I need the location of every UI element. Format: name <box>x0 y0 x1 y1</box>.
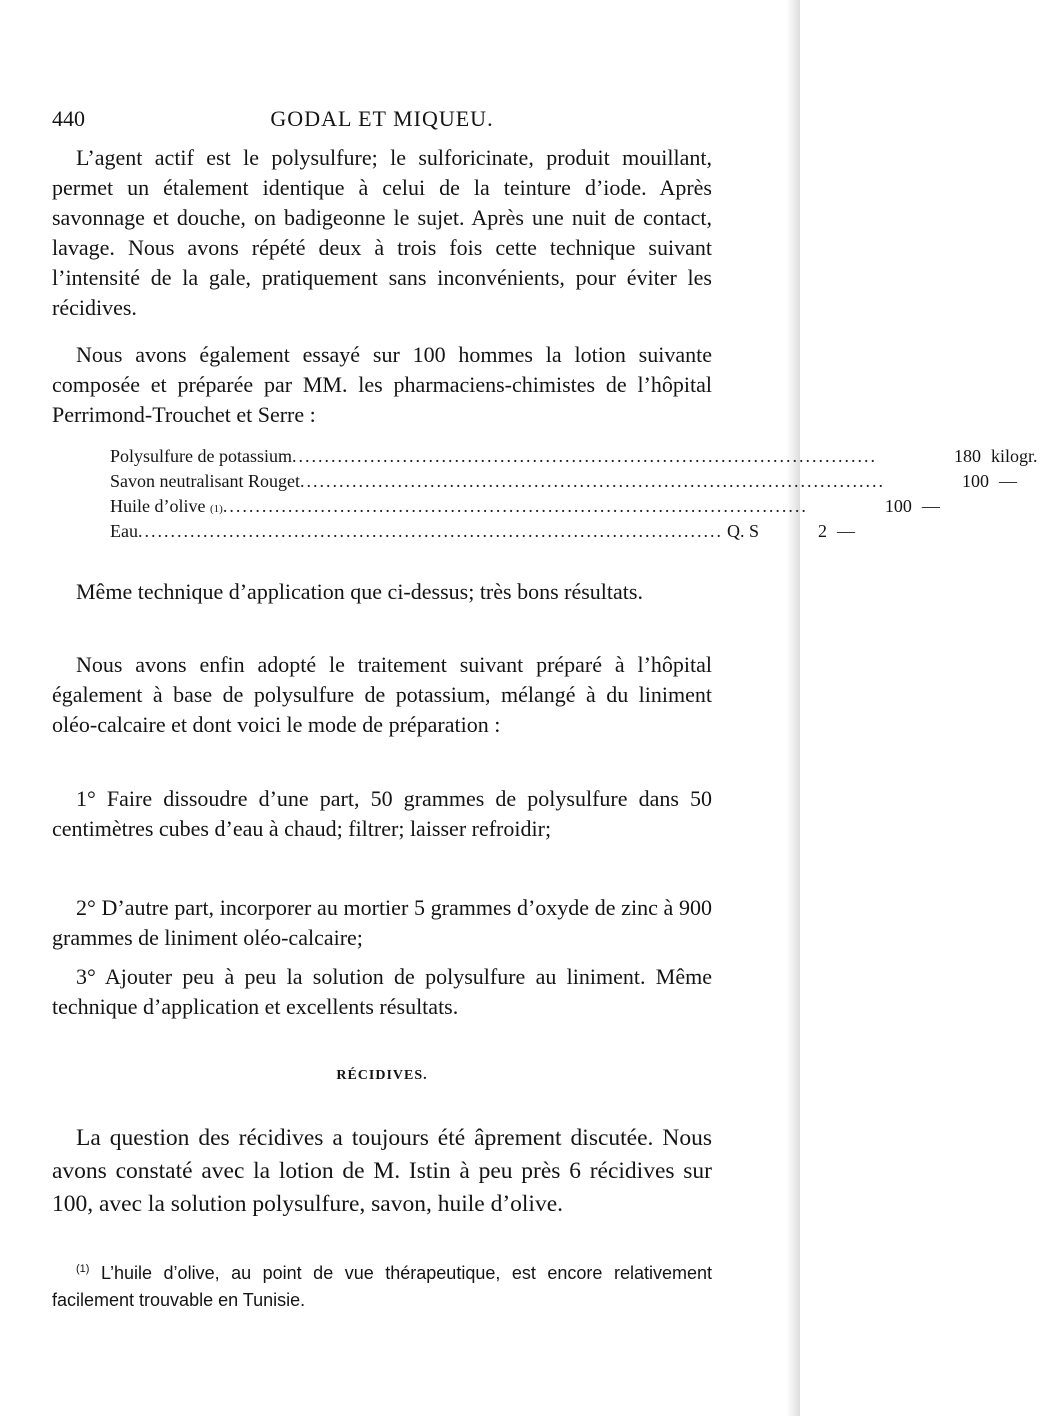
page-header <box>52 106 712 136</box>
ingredient-unit: — <box>921 496 940 516</box>
formula-row <box>110 469 1017 494</box>
page-edge-shadow <box>786 0 800 1416</box>
dot-leader: .......................................................................................... <box>222 496 808 516</box>
paragraph-agent-actif: L’agent actif est le polysulfure; le sulforicinate, produit mouillant, permet un étalement identique à celui de la teinture d’iode. Après savonnage et douche, on badigeonne le sujet. Après une nuit de contact, lavage. Nous avons répété deux à trois fois cette technique suivant l’intensité de la gale, pratiquement sans inconvénients, pour éviter les récidives. <box>52 145 712 320</box>
lotion-formula-table <box>110 444 1038 544</box>
ingredient-name: Savon neutralisant Rouget <box>110 471 300 491</box>
ingredient-name: Polysulfure de potassium <box>110 446 292 466</box>
step-3: 3° Ajouter peu à peu la solution de polysulfure au liniment. Même technique d’application et excellents résultats. <box>52 964 712 1019</box>
formula-row <box>110 519 855 544</box>
running-head: GODAL ET MIQUEU. <box>270 106 494 131</box>
section-title: RÉCIDIVES. <box>336 1068 428 1083</box>
step-2: 2° D’autre part, incorporer au mortier 5 grammes d’oxyde de zinc à 900 grammes de liniment oléo-calcaire; <box>52 895 712 950</box>
ingredient-unit: kilogr. <box>991 446 1038 466</box>
ingredient-quantity: 180 <box>954 446 981 466</box>
formula-row: Huile d’olive (1) .......................................................................................... 100 — <box>110 494 670 519</box>
page-number: 440 <box>52 106 85 131</box>
ingredient-quantity: 100 <box>961 471 989 491</box>
formula-row <box>110 444 1038 469</box>
ingredient-qs: Q. S <box>726 521 759 541</box>
dot-leader: .......................................................................................... <box>299 471 885 491</box>
paragraph-lotion-intro: Nous avons également essayé sur 100 hommes la lotion suivante composée et préparée par MM. les pharmaciens-chimistes de l’hôpital Perrimond-Trouchet et Serre : <box>52 342 712 427</box>
paragraph-recidives: La question des récidives a toujours été âprement discutée. Nous avons constaté avec la lotion de M. Istin à peu près 6 récidives sur 100, avec la solution polysulfure, savon, huile d’olive. <box>52 1125 712 1217</box>
paragraph-treatment-intro: Nous avons enfin adopté le traitement suivant préparé à l’hôpital également à base de polysulfure de potassium, mélangé à du liniment oléo-calcaire et dont voici le mode de préparation : <box>52 652 712 737</box>
footnote <box>52 1260 712 1314</box>
dot-leader: .......................................................................................... <box>292 446 877 466</box>
dot-leader: .......................................................................................... <box>137 521 723 541</box>
footnote-marker: (1) <box>76 1263 90 1275</box>
ingredient-name: Eau <box>110 521 138 541</box>
ingredient-quantity: 2 <box>817 521 827 541</box>
ingredient-name: Huile d’olive <box>110 496 206 516</box>
ingredient-unit: — <box>998 471 1017 491</box>
footnote-text: L’huile d’olive, au point de vue thérapeutique, est encore relativement facilement trouvable en Tunisie. <box>52 1263 712 1310</box>
ingredient-unit: — <box>836 521 855 541</box>
ingredient-quantity: 100 <box>884 496 912 516</box>
step-1: 1° Faire dissoudre d’une part, 50 grammes de polysulfure dans 50 centimètres cubes d’eau à chaud; filtrer; laisser refroidir; <box>52 786 712 841</box>
paragraph-technique-result: Même technique d’application que ci-dessus; très bons résultats. <box>76 579 643 604</box>
